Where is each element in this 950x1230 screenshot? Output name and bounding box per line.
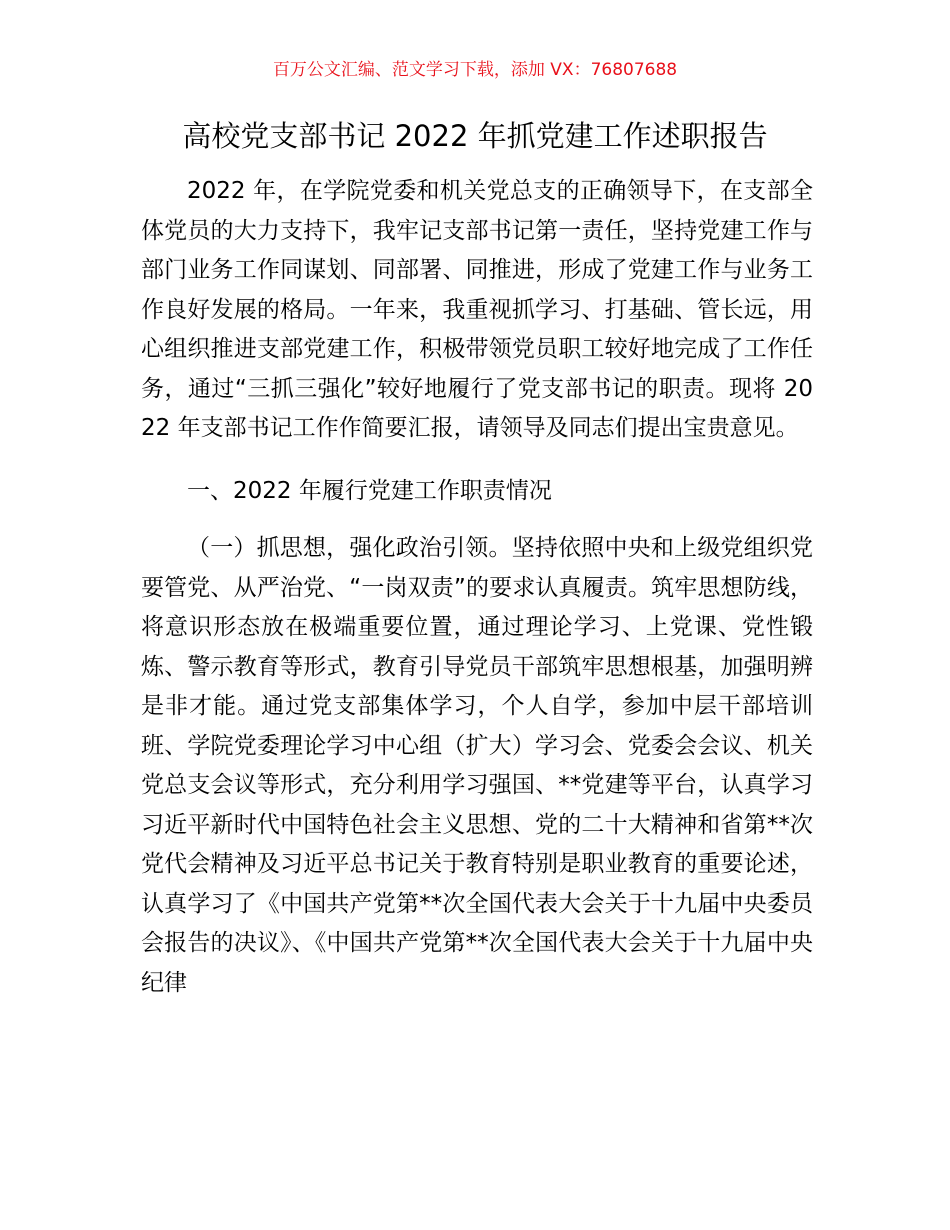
subsection-paragraph: （一）抓思想，强化政治引领。坚持依照中央和上级党组织党要管党、从严治党、“一岗双责”的要求认真履责。筑牢思想防线，将意识形态放在极端重要位置，通过理论学习、上党课、党性锻炼、警示教育等形式，教育引导党员干部筑牢思想根基，加强明辨是非才能。通过党支部集体学习，个人自学，参加中层干部培训班、学院党委理论学习中心组（扩大）学习会、党委会会议、机关党总支会议等形式，充分利用学习强国、**党建等平台，认真学习习近平新时代中国特色社会主义思想、党的二十大精神和省第**次党代会精神及习近平总书记关于教育特别是职业教育的重要论述，认真学习了《中国共产党第**次全国代表大会关于十九届中央委员会报告的决议》、《中国共产党第**次全国代表大会关于十九届中央纪律 [141, 535, 813, 996]
watermark-banner: 百万公文汇编、范文学习下载，添加 VX：76807688 [272, 60, 678, 80]
intro-paragraph: 2022 年，在学院党委和机关党总支的正确领导下，在支部全体党员的大力支持下，我牢记支部书记第一责任，坚持党建工作与部门业务工作同谋划、同部署、同推进，形成了党建工作与业务工作良好发展的格局。一年来，我重视抓学习、打基础、管长远，用心组织推进支部党建工作，积极带领党员职工较好地完成了工作任务，通过“三抓三强化”较好地履行了党支部书记的职责。现将 2022 年支部书记工作作简要汇报，请领导及同志们提出宝贵意见。 [141, 178, 813, 441]
document-body [141, 172, 813, 1003]
document-title: 高校党支部书记 2022 年抓党建工作述职报告 [182, 119, 768, 153]
section-heading: 一、2022 年履行党建工作职责情况 [187, 477, 552, 504]
